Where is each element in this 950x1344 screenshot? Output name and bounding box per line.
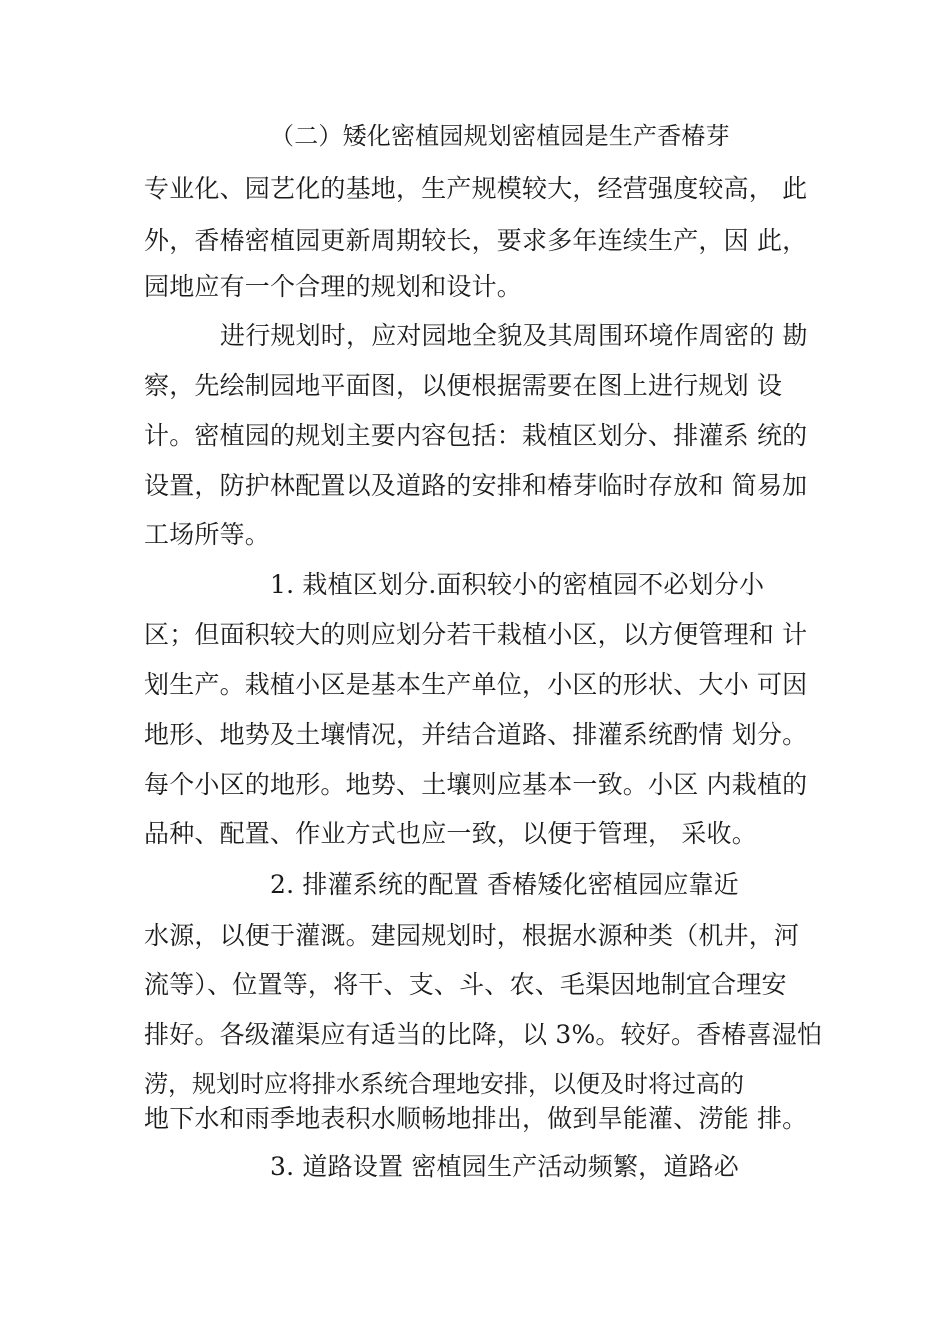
paragraph-4-line-6: 地下水和雨季地表积水顺畅地排出，做到旱能灌、涝能 排。 <box>144 1104 808 1133</box>
paragraph-2-line-1: 进行规划时，应对园地全貌及其周围环境作周密的 勘 <box>220 321 808 350</box>
paragraph-1-line-2: 外，香椿密植园更新周期较长，要求多年连续生产，因 此， <box>144 226 808 255</box>
paragraph-3-line-3: 划生产。栽植小区是基本生产单位，小区的形状、大小 可因 <box>144 670 808 699</box>
paragraph-2-line-2: 察，先绘制园地平面图，以便根据需要在图上进行规划 设 <box>144 371 783 400</box>
paragraph-3-line-2: 区；但面积较大的则应划分若干栽植小区，以方便管理和 计 <box>144 620 808 649</box>
paragraph-4-line-2: 水源，以便于灌溉。建园规划时，根据水源种类（机井，河 <box>144 921 800 950</box>
paragraph-4-line-4: 排好。各级灌渠应有适当的比降，以 3%。较好。香椿喜湿怕 <box>144 1020 823 1049</box>
paragraph-1-line-1: 专业化、园艺化的基地，生产规模较大，经营强度较高， 此 <box>144 174 808 203</box>
paragraph-5-line-1: 3. 道路设置 密植园生产活动频繁，道路必 <box>270 1152 739 1181</box>
paragraph-2-line-3: 计。密植园的规划主要内容包括：栽植区划分、排灌系 统的 <box>144 421 808 450</box>
paragraph-3-line-5: 每个小区的地形。地势、土壤则应基本一致。小区 内栽植的 <box>144 770 808 799</box>
paragraph-4-line-5: 涝，规划时应将排水系统合理地安排，以便及时将过高的 <box>144 1070 744 1098</box>
paragraph-3-line-6: 品种、配置、作业方式也应一致，以便于管理， 采收。 <box>144 819 757 848</box>
paragraph-4-line-3: 流等）、位置等，将干、支、斗、农、毛渠因地制宜合理安 <box>144 970 787 999</box>
paragraph-2-line-5: 工场所等。 <box>144 520 271 549</box>
paragraph-4-line-1: 2. 排灌系统的配置 香椿矮化密植园应靠近 <box>270 870 739 899</box>
paragraph-3-line-1: 1. 栽植区划分.面积较小的密植园不必划分小 <box>270 570 765 599</box>
paragraph-3-line-4: 地形、地势及土壤情况，并结合道路、排灌系统酌情 划分。 <box>144 720 808 749</box>
paragraph-1-line-3: 园地应有一个合理的规划和设计。 <box>144 272 523 301</box>
section-heading: （二）矮化密植园规划密植园是生产香椿芽 <box>270 122 730 150</box>
paragraph-2-line-4: 设置，防护林配置以及道路的安排和椿芽临时存放和 简易加 <box>144 471 808 500</box>
